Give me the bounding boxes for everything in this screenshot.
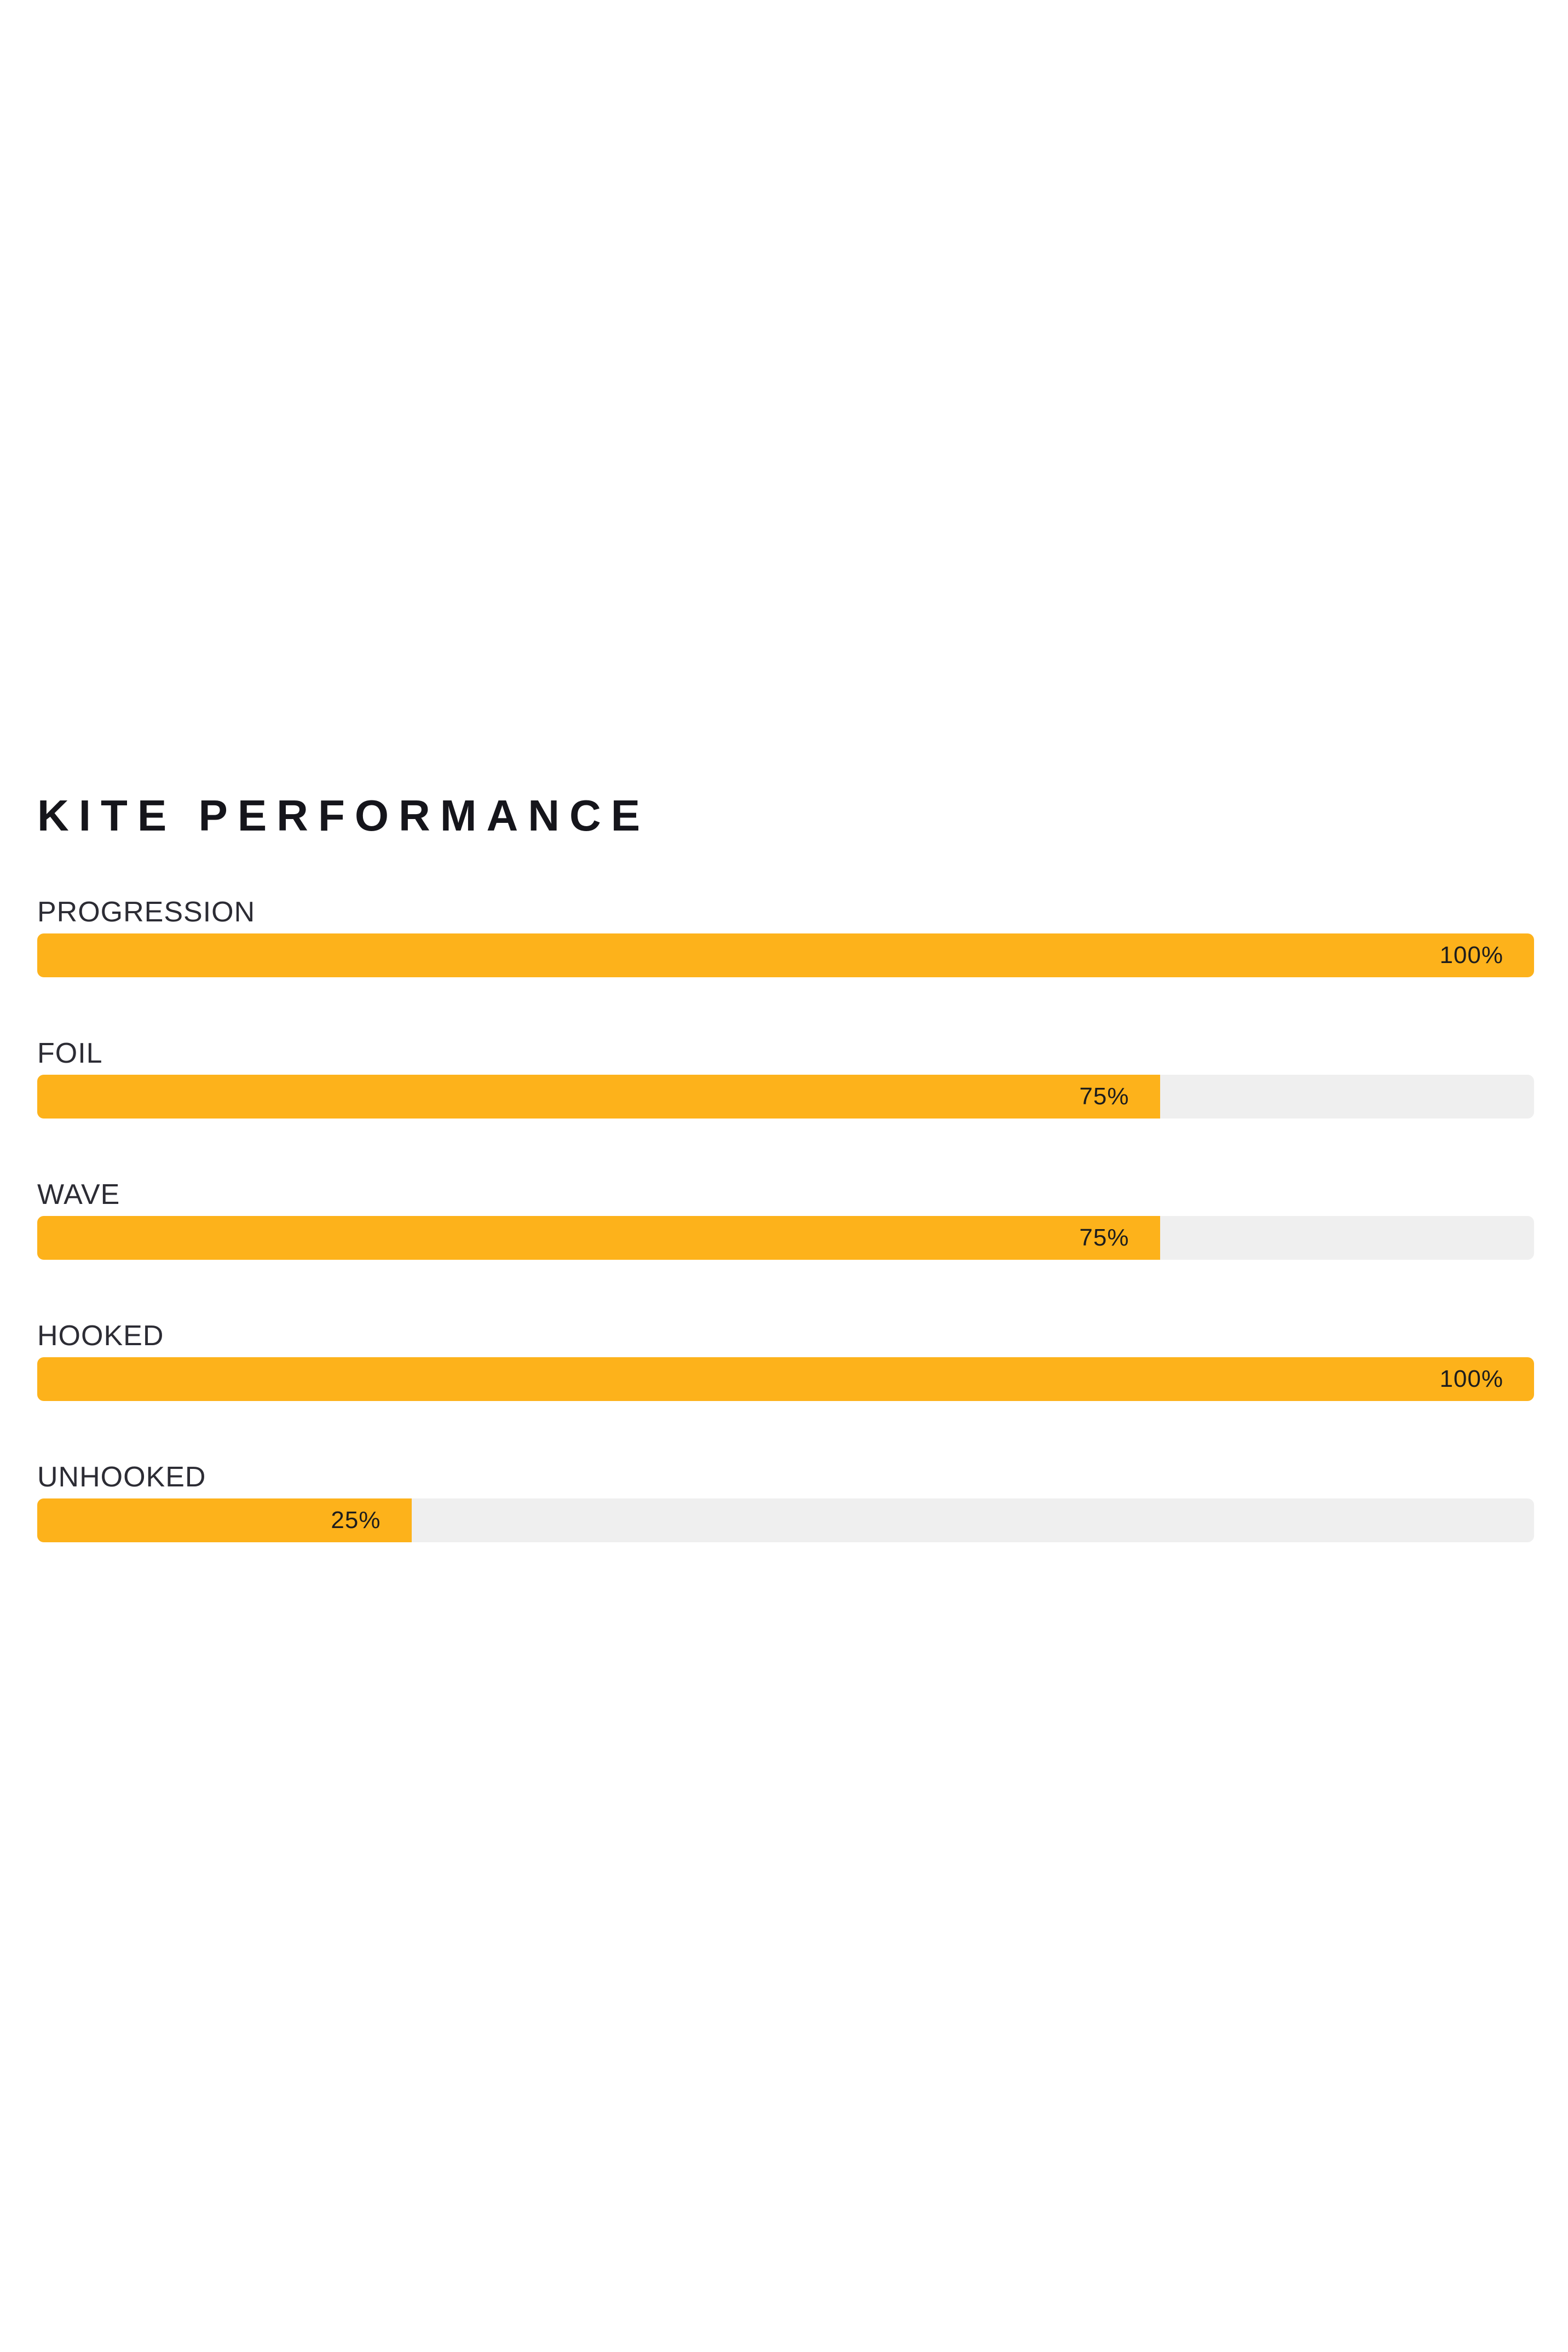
metric-label: UNHOOKED [37,1461,206,1493]
progress-track [37,1357,1534,1401]
performance-row [37,1319,1534,1401]
progress-value-label: 25% [331,1507,381,1534]
performance-row [37,895,1534,977]
metric-label: FOIL [37,1037,103,1069]
progress-track [37,933,1534,977]
progress-track [37,1216,1534,1260]
kite-performance-section [37,791,1534,1542]
progress-value-label: 75% [1079,1224,1129,1251]
progress-value-label: 75% [1079,1083,1129,1110]
progress-fill [37,933,1534,977]
metric-label: HOOKED [37,1320,164,1352]
progress-track [37,1498,1534,1542]
progress-fill [37,1075,1160,1119]
metric-label: WAVE [37,1179,120,1210]
performance-row [37,1460,1534,1542]
progress-track [37,1075,1534,1119]
performance-row [37,1178,1534,1260]
progress-value-label: 100% [1439,1365,1503,1392]
performance-row [37,1036,1534,1119]
section-title: KITE PERFORMANCE [37,791,650,840]
metric-label: PROGRESSION [37,896,256,928]
progress-fill [37,1498,412,1542]
progress-value-label: 100% [1439,942,1503,969]
progress-fill [37,1216,1160,1260]
progress-fill [37,1357,1534,1401]
